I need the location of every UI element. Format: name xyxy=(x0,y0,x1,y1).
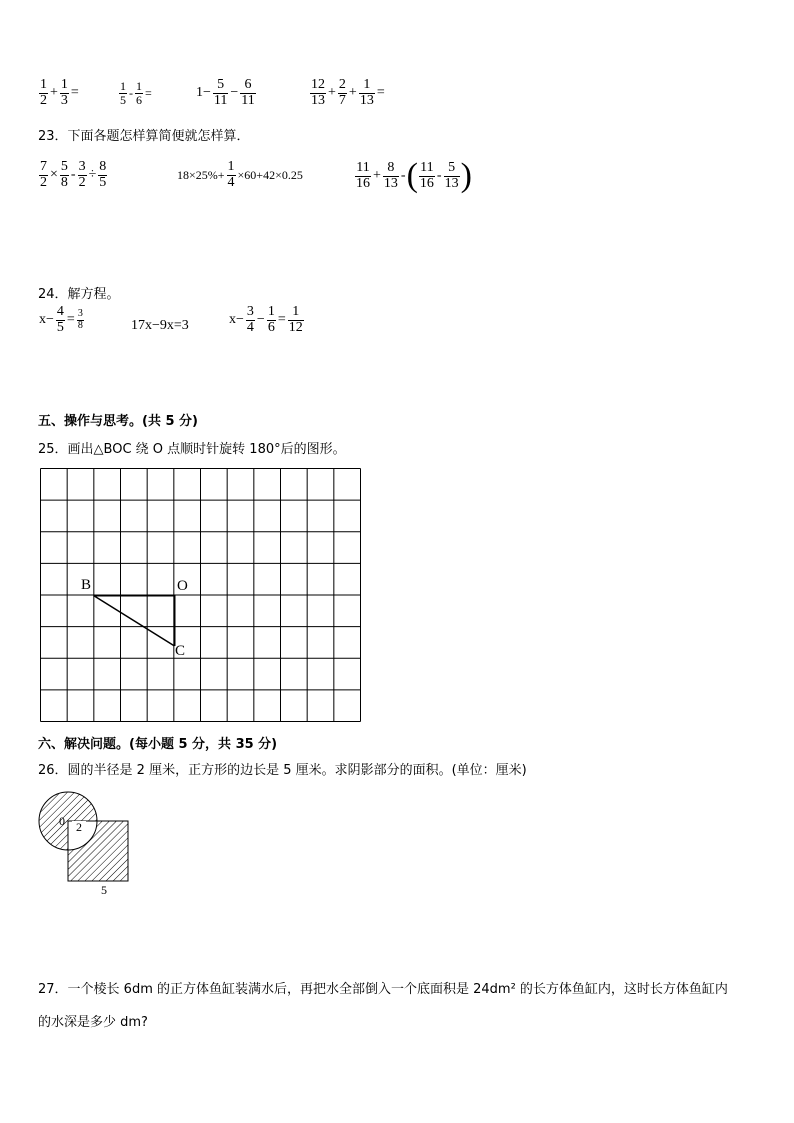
rotation-grid xyxy=(39,467,363,725)
q23-expr-2: 18×25%+ $\frac{1}{4}$ ×60+42×0.25 xyxy=(177,159,303,190)
side-length-label: 5 xyxy=(101,883,107,897)
q25-label: 25．画出△BOC 绕 O 点顺时针旋转 180°后的图形。 xyxy=(38,442,346,457)
q27-text-line-2: 的水深是多少 dm? xyxy=(38,1015,148,1030)
q23-expr-1: $\frac{7}{2}$ × $\frac{5}{8}$ - $\frac{3}{2}$ ÷ $\frac{8}{5}$ xyxy=(40,159,107,190)
q22-expr-1: $\frac{1}{2}$ + $\frac{1}{3}$ = xyxy=(40,77,79,108)
point-b-label: B xyxy=(81,577,92,593)
q23-expr-3: $\frac{11}{16}$ + $\frac{8}{13}$ -( $\frac{11}{16}$ - $\frac{5}{13}$ ) xyxy=(356,157,472,194)
q22-expr-2: $\frac{1}{5}$ - $\frac{1}{6}$ = xyxy=(120,79,152,107)
q22-expr-3: 1− $\frac{5}{11}$ − $\frac{6}{11}$ xyxy=(196,77,255,108)
section-6-heading: 六、解决问题。(每小题 5 分，共 35 分) xyxy=(38,737,278,752)
point-c-label: C xyxy=(175,643,186,659)
radius-label: 2 xyxy=(76,820,82,834)
shaded-area-figure xyxy=(36,788,136,888)
q26-label: 26．圆的半径是 2 厘米，正方形的边长是 5 厘米。求阴影部分的面积。(单位：厘米) xyxy=(38,763,527,778)
segment-bc xyxy=(94,596,175,647)
q24-label: 24．解方程。 xyxy=(38,287,120,302)
q24-equation-1: x− $\frac{4}{5}$ = $\frac{3}{8}$ xyxy=(39,304,83,335)
q24-equation-2: 17x−9x=3 xyxy=(131,318,189,333)
q23-label: 23．下面各题怎样算简便就怎样算． xyxy=(38,129,250,144)
section-5-heading: 五、操作与思考。(共 5 分) xyxy=(38,414,198,429)
q22-expr-4: $\frac{12}{13}$ + $\frac{2}{7}$ + $\frac{1}{13}$ = xyxy=(311,77,385,108)
circle-center-label: 0 xyxy=(59,814,65,828)
q24-equation-3: x− $\frac{3}{4}$ − $\frac{1}{6}$ = $\frac{1}{12}$ xyxy=(229,304,303,335)
q27-text-line-1: 27．一个棱长 6dm 的正方体鱼缸装满水后，再把水全部倒入一个底面积是 24dm² 的长方体鱼缸内，这时长方体鱼缸内 xyxy=(38,982,728,997)
point-o-label: O xyxy=(177,578,188,594)
